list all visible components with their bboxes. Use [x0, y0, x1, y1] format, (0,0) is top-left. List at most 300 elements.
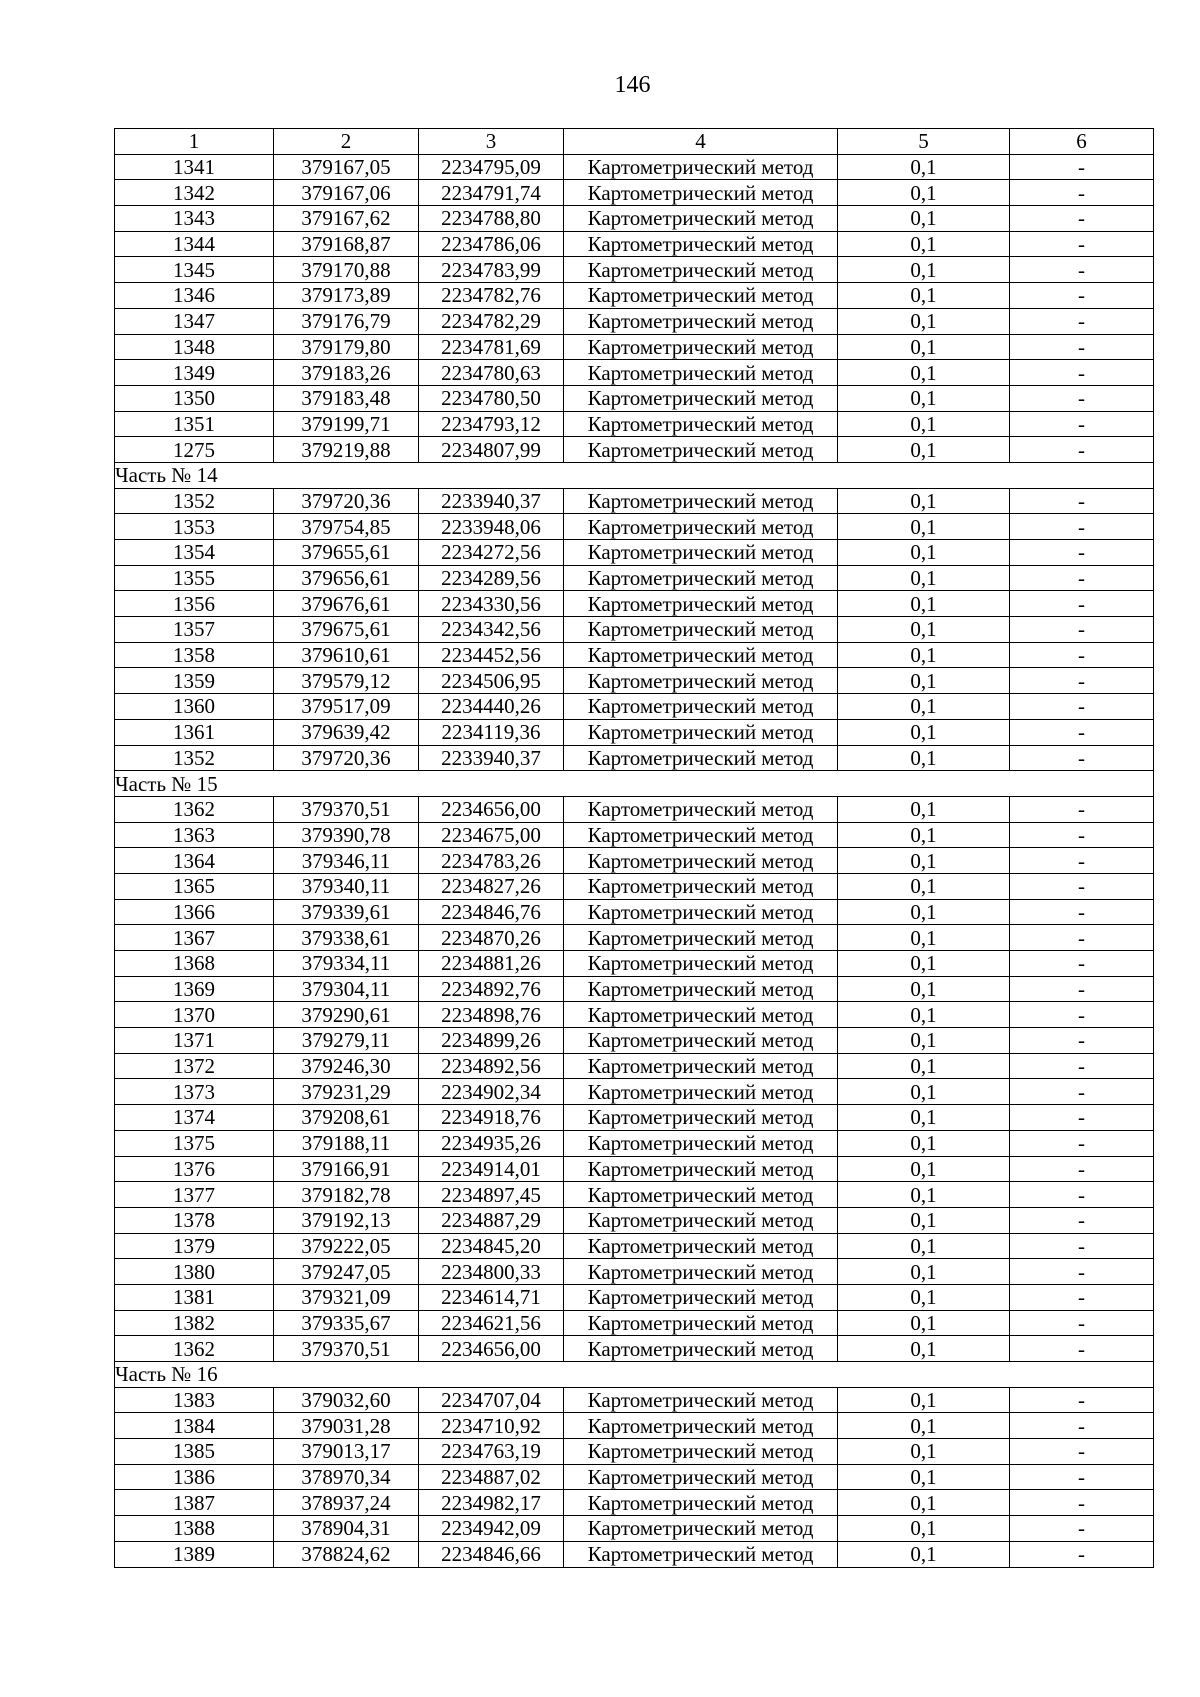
table-cell: -: [1010, 360, 1154, 386]
table-cell: 0,1: [838, 925, 1010, 951]
header-cell: 5: [838, 129, 1010, 155]
table-cell: Картометрический метод: [564, 1182, 838, 1208]
table-cell: Картометрический метод: [564, 231, 838, 257]
table-cell: 2234899,26: [419, 1028, 564, 1054]
table-cell: 379675,61: [274, 617, 419, 643]
table-cell: -: [1010, 1259, 1154, 1285]
table-cell: 2234710,92: [419, 1413, 564, 1439]
table-cell: -: [1010, 719, 1154, 745]
table-cell: 2234289,56: [419, 565, 564, 591]
table-row: [115, 1207, 1154, 1233]
table-cell: Картометрический метод: [564, 514, 838, 540]
table-cell: 379199,71: [274, 411, 419, 437]
table-cell: Картометрический метод: [564, 206, 838, 232]
table-cell: -: [1010, 1207, 1154, 1233]
table-row: [115, 1541, 1154, 1567]
table-cell: 2234675,00: [419, 822, 564, 848]
table-cell: 2234807,99: [419, 437, 564, 463]
table-cell: 1387: [115, 1490, 274, 1516]
table-cell: 379182,78: [274, 1182, 419, 1208]
table-cell: 0,1: [838, 1464, 1010, 1490]
table-cell: -: [1010, 1541, 1154, 1567]
table-cell: 2234800,33: [419, 1259, 564, 1285]
table-cell: Картометрический метод: [564, 283, 838, 309]
table-cell: 0,1: [838, 206, 1010, 232]
table-cell: -: [1010, 1516, 1154, 1542]
table-cell: 1375: [115, 1130, 274, 1156]
table-cell: Картометрический метод: [564, 154, 838, 180]
coordinates-table: [114, 128, 1154, 1568]
table-cell: 2234892,76: [419, 976, 564, 1002]
table-cell: Картометрический метод: [564, 1439, 838, 1465]
table-cell: 2234982,17: [419, 1490, 564, 1516]
table-row: [115, 1053, 1154, 1079]
table-cell: -: [1010, 951, 1154, 977]
table-cell: 378904,31: [274, 1516, 419, 1542]
table-row: [115, 488, 1154, 514]
table-cell: -: [1010, 1490, 1154, 1516]
table-cell: 379170,88: [274, 257, 419, 283]
table-cell: 1351: [115, 411, 274, 437]
table-cell: Картометрический метод: [564, 1464, 838, 1490]
table-cell: 0,1: [838, 257, 1010, 283]
table-row: [115, 1105, 1154, 1131]
table-cell: 0,1: [838, 360, 1010, 386]
table-cell: 0,1: [838, 154, 1010, 180]
table-cell: -: [1010, 1336, 1154, 1362]
table-cell: 379340,11: [274, 873, 419, 899]
table-cell: -: [1010, 257, 1154, 283]
table-cell: Картометрический метод: [564, 899, 838, 925]
table-cell: Картометрический метод: [564, 1284, 838, 1310]
table-cell: -: [1010, 822, 1154, 848]
table-cell: 379321,09: [274, 1284, 419, 1310]
table-cell: -: [1010, 796, 1154, 822]
table-cell: 0,1: [838, 1233, 1010, 1259]
table-cell: 2234887,29: [419, 1207, 564, 1233]
table-row: [115, 206, 1154, 232]
table-cell: 2234781,69: [419, 334, 564, 360]
table-cell: 379013,17: [274, 1439, 419, 1465]
table-cell: 0,1: [838, 873, 1010, 899]
table-cell: 379183,48: [274, 385, 419, 411]
table-body: [115, 129, 1154, 1568]
table-cell: -: [1010, 1310, 1154, 1336]
table-cell: 2234656,00: [419, 796, 564, 822]
table-cell: -: [1010, 694, 1154, 720]
table-cell: Картометрический метод: [564, 411, 838, 437]
table-cell: 378937,24: [274, 1490, 419, 1516]
table-cell: 0,1: [838, 1156, 1010, 1182]
table-cell: 378824,62: [274, 1541, 419, 1567]
table-cell: 379231,29: [274, 1079, 419, 1105]
table-cell: 2234845,20: [419, 1233, 564, 1259]
table-row: [115, 1439, 1154, 1465]
table-cell: Картометрический метод: [564, 951, 838, 977]
table-row: [115, 1156, 1154, 1182]
table-cell: 0,1: [838, 951, 1010, 977]
table-cell: Картометрический метод: [564, 1336, 838, 1362]
table-cell: -: [1010, 1028, 1154, 1054]
table-row: [115, 308, 1154, 334]
table-cell: 2234793,12: [419, 411, 564, 437]
table-cell: 0,1: [838, 848, 1010, 874]
table-cell: 2234942,09: [419, 1516, 564, 1542]
table-cell: 1350: [115, 385, 274, 411]
table-row: [115, 1464, 1154, 1490]
table-cell: 1380: [115, 1259, 274, 1285]
table-cell: Картометрический метод: [564, 848, 838, 874]
table-row: [115, 848, 1154, 874]
table-cell: 1389: [115, 1541, 274, 1567]
table-cell: 2234707,04: [419, 1387, 564, 1413]
table-cell: 1369: [115, 976, 274, 1002]
table-cell: -: [1010, 668, 1154, 694]
table-cell: 0,1: [838, 719, 1010, 745]
table-cell: 1360: [115, 694, 274, 720]
table-cell: -: [1010, 411, 1154, 437]
table-cell: Картометрический метод: [564, 1079, 838, 1105]
table-cell: Картометрический метод: [564, 1233, 838, 1259]
table-row: [115, 796, 1154, 822]
table-cell: Картометрический метод: [564, 1310, 838, 1336]
table-cell: Картометрический метод: [564, 1028, 838, 1054]
table-cell: 1362: [115, 796, 274, 822]
table-cell: 0,1: [838, 822, 1010, 848]
table-cell: 379639,42: [274, 719, 419, 745]
table-cell: 379517,09: [274, 694, 419, 720]
table-cell: 2234452,56: [419, 642, 564, 668]
table-cell: 0,1: [838, 1336, 1010, 1362]
table-cell: 2234897,45: [419, 1182, 564, 1208]
table-cell: 1349: [115, 360, 274, 386]
table-cell: 2234827,26: [419, 873, 564, 899]
table-row: [115, 411, 1154, 437]
table-cell: 379720,36: [274, 488, 419, 514]
table-cell: 0,1: [838, 1053, 1010, 1079]
table-cell: 1354: [115, 540, 274, 566]
table-row: [115, 1387, 1154, 1413]
table-row: [115, 1259, 1154, 1285]
table-row: [115, 1310, 1154, 1336]
table-cell: 1356: [115, 591, 274, 617]
table-row: [115, 1516, 1154, 1542]
table-cell: 379219,88: [274, 437, 419, 463]
table-cell: Картометрический метод: [564, 1002, 838, 1028]
table-cell: Картометрический метод: [564, 719, 838, 745]
table-cell: 379655,61: [274, 540, 419, 566]
table-row: [115, 1130, 1154, 1156]
table-cell: -: [1010, 488, 1154, 514]
table-cell: -: [1010, 617, 1154, 643]
table-cell: 1370: [115, 1002, 274, 1028]
table-cell: -: [1010, 848, 1154, 874]
header-row: [115, 129, 1154, 155]
table-cell: 0,1: [838, 1028, 1010, 1054]
header-cell: 4: [564, 129, 838, 155]
table-cell: Картометрический метод: [564, 1387, 838, 1413]
table-cell: Картометрический метод: [564, 976, 838, 1002]
header-cell: 1: [115, 129, 274, 155]
table-cell: 0,1: [838, 1182, 1010, 1208]
table-cell: 0,1: [838, 514, 1010, 540]
table-cell: Картометрический метод: [564, 1130, 838, 1156]
table-cell: 0,1: [838, 1259, 1010, 1285]
table-cell: 1357: [115, 617, 274, 643]
table-cell: 1372: [115, 1053, 274, 1079]
table-cell: 0,1: [838, 1387, 1010, 1413]
table-cell: Картометрический метод: [564, 822, 838, 848]
table-cell: 0,1: [838, 1002, 1010, 1028]
table-cell: 1378: [115, 1207, 274, 1233]
table-row: [115, 1490, 1154, 1516]
table-cell: -: [1010, 334, 1154, 360]
table-cell: 1352: [115, 488, 274, 514]
table-cell: Картометрический метод: [564, 1259, 838, 1285]
header-cell: 6: [1010, 129, 1154, 155]
table-cell: -: [1010, 745, 1154, 771]
table-cell: 0,1: [838, 1490, 1010, 1516]
table-cell: Картометрический метод: [564, 642, 838, 668]
table-row: [115, 1182, 1154, 1208]
table-cell: 0,1: [838, 565, 1010, 591]
table-cell: 2234272,56: [419, 540, 564, 566]
table-row: [115, 1002, 1154, 1028]
table-cell: 0,1: [838, 1541, 1010, 1567]
table-cell: 1355: [115, 565, 274, 591]
table-cell: -: [1010, 1053, 1154, 1079]
table-cell: 1368: [115, 951, 274, 977]
table-cell: 2234783,99: [419, 257, 564, 283]
table-cell: 1342: [115, 180, 274, 206]
table-cell: -: [1010, 899, 1154, 925]
table-cell: 379290,61: [274, 1002, 419, 1028]
table-row: [115, 1028, 1154, 1054]
table-cell: 1348: [115, 334, 274, 360]
table-cell: 0,1: [838, 488, 1010, 514]
table-cell: 1353: [115, 514, 274, 540]
table-cell: 2234846,66: [419, 1541, 564, 1567]
table-cell: 379754,85: [274, 514, 419, 540]
table-cell: 0,1: [838, 437, 1010, 463]
table-row: [115, 1233, 1154, 1259]
table-cell: -: [1010, 1130, 1154, 1156]
table-cell: -: [1010, 591, 1154, 617]
table-row: [115, 437, 1154, 463]
table-cell: 0,1: [838, 1079, 1010, 1105]
table-cell: 1373: [115, 1079, 274, 1105]
table-cell: Картометрический метод: [564, 694, 838, 720]
table-row: [115, 283, 1154, 309]
table-cell: -: [1010, 437, 1154, 463]
table-cell: Картометрический метод: [564, 1053, 838, 1079]
table-cell: -: [1010, 308, 1154, 334]
table-cell: Картометрический метод: [564, 1516, 838, 1542]
table-row: [115, 591, 1154, 617]
table-cell: 2234783,26: [419, 848, 564, 874]
table-cell: 1346: [115, 283, 274, 309]
table-cell: 2234898,76: [419, 1002, 564, 1028]
table-cell: 0,1: [838, 411, 1010, 437]
table-cell: Картометрический метод: [564, 745, 838, 771]
section-row: [115, 1362, 1154, 1388]
table-cell: 379676,61: [274, 591, 419, 617]
table-cell: 2234119,36: [419, 719, 564, 745]
table-cell: 2234330,56: [419, 591, 564, 617]
table-cell: Картометрический метод: [564, 488, 838, 514]
table-cell: 2234780,50: [419, 385, 564, 411]
table-row: [115, 822, 1154, 848]
header-cell: 3: [419, 129, 564, 155]
table-cell: 0,1: [838, 694, 1010, 720]
table-row: [115, 334, 1154, 360]
table-cell: 379656,61: [274, 565, 419, 591]
table-cell: Картометрический метод: [564, 180, 838, 206]
table-cell: 0,1: [838, 334, 1010, 360]
table-row: [115, 565, 1154, 591]
table-cell: 379222,05: [274, 1233, 419, 1259]
table-cell: 2234506,95: [419, 668, 564, 694]
table-cell: 379192,13: [274, 1207, 419, 1233]
table-cell: 379390,78: [274, 822, 419, 848]
table-row: [115, 1284, 1154, 1310]
table-cell: 1383: [115, 1387, 274, 1413]
table-cell: 2234881,26: [419, 951, 564, 977]
table-cell: 379335,67: [274, 1310, 419, 1336]
table-cell: 2234788,80: [419, 206, 564, 232]
table-cell: Картометрический метод: [564, 1490, 838, 1516]
table-cell: 2234440,26: [419, 694, 564, 720]
table-cell: -: [1010, 1464, 1154, 1490]
table-cell: Картометрический метод: [564, 540, 838, 566]
table-cell: 2234614,71: [419, 1284, 564, 1310]
table-row: [115, 925, 1154, 951]
table-cell: -: [1010, 1105, 1154, 1131]
table-cell: 0,1: [838, 1439, 1010, 1465]
table-cell: 379346,11: [274, 848, 419, 874]
table-cell: 2234935,26: [419, 1130, 564, 1156]
table-cell: Картометрический метод: [564, 360, 838, 386]
table-cell: 0,1: [838, 180, 1010, 206]
table-cell: 2234892,56: [419, 1053, 564, 1079]
table-cell: 379338,61: [274, 925, 419, 951]
table-cell: 379579,12: [274, 668, 419, 694]
table-cell: 379031,28: [274, 1413, 419, 1439]
table-cell: Картометрический метод: [564, 617, 838, 643]
table-cell: 379246,30: [274, 1053, 419, 1079]
table-cell: -: [1010, 873, 1154, 899]
table-cell: Картометрический метод: [564, 1156, 838, 1182]
table-cell: 379183,26: [274, 360, 419, 386]
table-cell: -: [1010, 540, 1154, 566]
table-cell: 0,1: [838, 1207, 1010, 1233]
table-cell: Картометрический метод: [564, 591, 838, 617]
table-cell: 379167,62: [274, 206, 419, 232]
table-row: [115, 1079, 1154, 1105]
table-cell: 0,1: [838, 308, 1010, 334]
table-cell: 2234914,01: [419, 1156, 564, 1182]
table-cell: -: [1010, 925, 1154, 951]
section-row: [115, 462, 1154, 488]
table-cell: 2233940,37: [419, 745, 564, 771]
table-cell: -: [1010, 180, 1154, 206]
table-cell: 1341: [115, 154, 274, 180]
section-label: Часть № 14: [115, 462, 1154, 488]
table-cell: Картометрический метод: [564, 925, 838, 951]
table-cell: -: [1010, 1079, 1154, 1105]
table-row: [115, 745, 1154, 771]
table-cell: 378970,34: [274, 1464, 419, 1490]
table-cell: Картометрический метод: [564, 1207, 838, 1233]
table-cell: 0,1: [838, 617, 1010, 643]
table-cell: -: [1010, 1413, 1154, 1439]
table-cell: Картометрический метод: [564, 565, 838, 591]
table-cell: 379247,05: [274, 1259, 419, 1285]
table-cell: -: [1010, 154, 1154, 180]
table-cell: 2234846,76: [419, 899, 564, 925]
table-cell: 379179,80: [274, 334, 419, 360]
table-cell: 0,1: [838, 668, 1010, 694]
table-row: [115, 694, 1154, 720]
table-cell: 379166,91: [274, 1156, 419, 1182]
table-row: [115, 873, 1154, 899]
table-cell: 379176,79: [274, 308, 419, 334]
table-cell: 0,1: [838, 899, 1010, 925]
table-cell: -: [1010, 1387, 1154, 1413]
table-cell: Картометрический метод: [564, 1105, 838, 1131]
table-cell: 1362: [115, 1336, 274, 1362]
table-cell: 2234786,06: [419, 231, 564, 257]
table-cell: 2234918,76: [419, 1105, 564, 1131]
table-cell: 1359: [115, 668, 274, 694]
table-cell: 2234621,56: [419, 1310, 564, 1336]
table-cell: 2234887,02: [419, 1464, 564, 1490]
table-cell: 379167,05: [274, 154, 419, 180]
table-cell: 1382: [115, 1310, 274, 1336]
table-row: [115, 951, 1154, 977]
table-row: [115, 514, 1154, 540]
table-cell: 1365: [115, 873, 274, 899]
table-cell: 379208,61: [274, 1105, 419, 1131]
table-row: [115, 1413, 1154, 1439]
table-cell: 1361: [115, 719, 274, 745]
table-cell: -: [1010, 1284, 1154, 1310]
table-cell: 379334,11: [274, 951, 419, 977]
table-cell: 1381: [115, 1284, 274, 1310]
table-cell: 0,1: [838, 385, 1010, 411]
table-cell: 379279,11: [274, 1028, 419, 1054]
table-cell: 2234656,00: [419, 1336, 564, 1362]
table-cell: -: [1010, 283, 1154, 309]
table-cell: 1366: [115, 899, 274, 925]
table-cell: 1275: [115, 437, 274, 463]
table-cell: Картометрический метод: [564, 796, 838, 822]
table-cell: 0,1: [838, 231, 1010, 257]
table-cell: 1379: [115, 1233, 274, 1259]
table-row: [115, 360, 1154, 386]
table-cell: 379173,89: [274, 283, 419, 309]
table-cell: 379304,11: [274, 976, 419, 1002]
table-row: [115, 180, 1154, 206]
table-row: [115, 257, 1154, 283]
table-cell: 1364: [115, 848, 274, 874]
table-cell: 2234870,26: [419, 925, 564, 951]
table-cell: 0,1: [838, 283, 1010, 309]
table-cell: 0,1: [838, 642, 1010, 668]
table-cell: -: [1010, 206, 1154, 232]
table-cell: 2234780,63: [419, 360, 564, 386]
table-cell: 1345: [115, 257, 274, 283]
